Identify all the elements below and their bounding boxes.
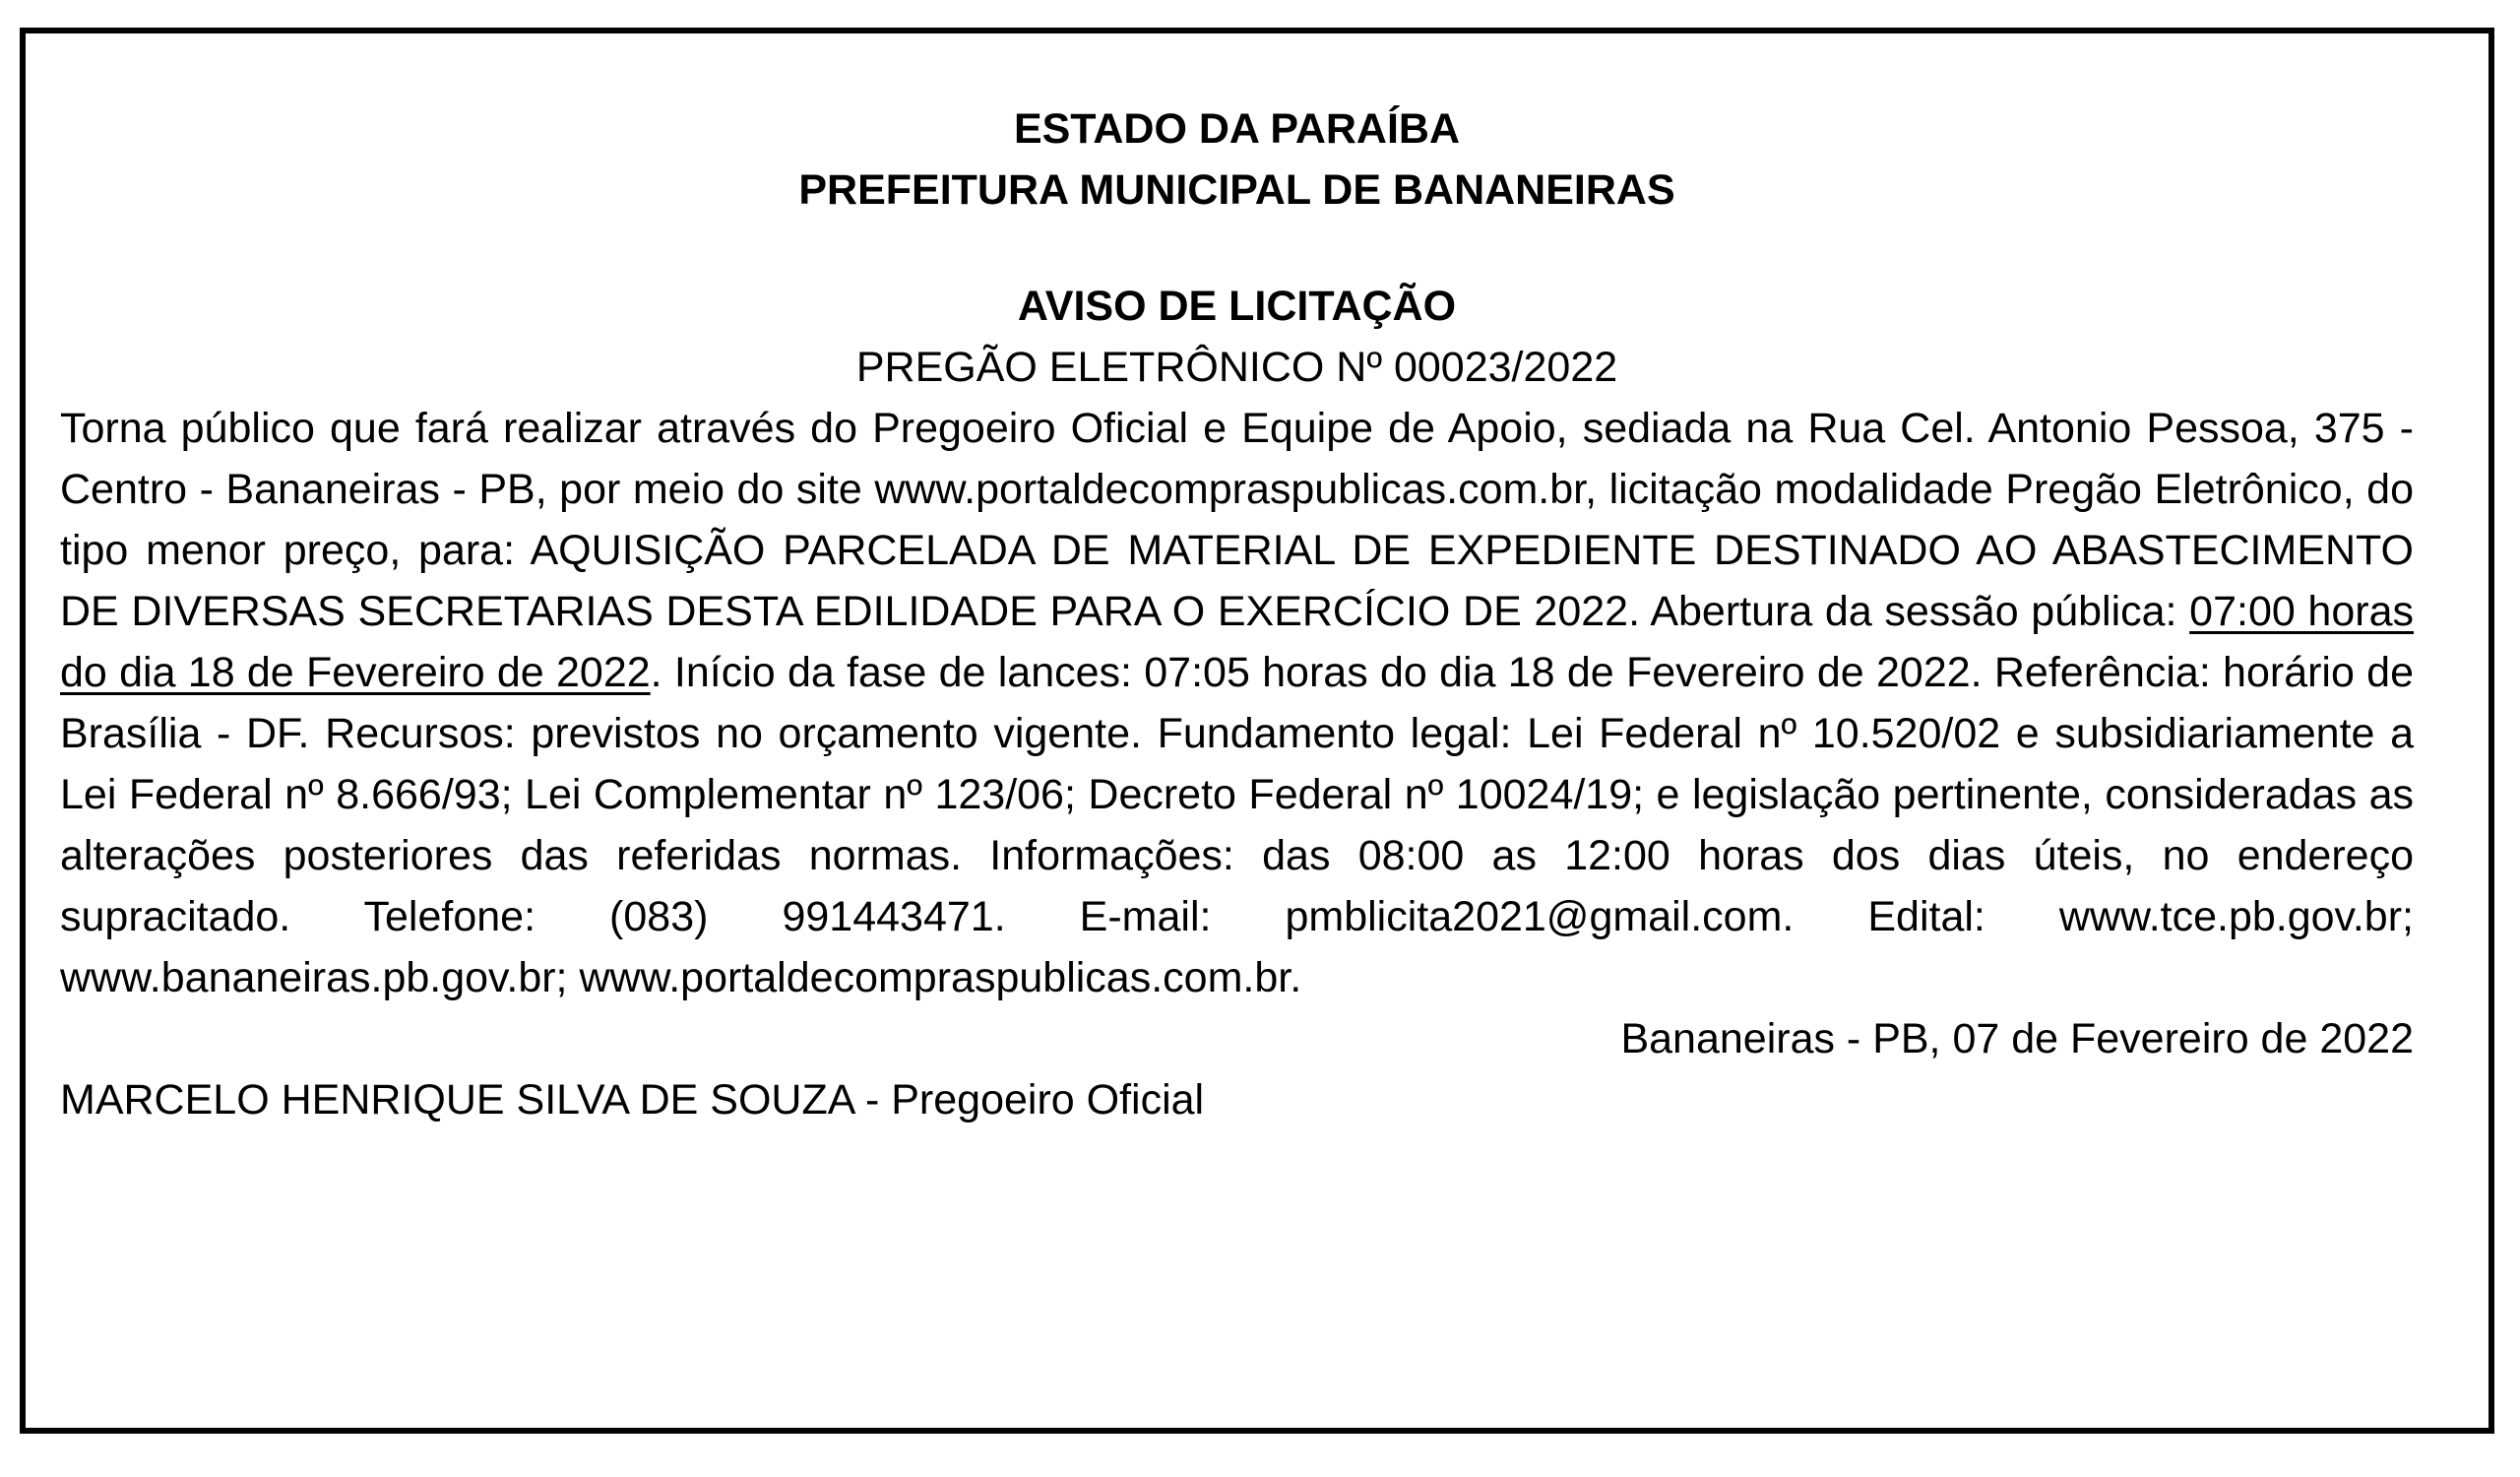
state-heading: ESTADO DA PARAÍBA bbox=[1013, 105, 1461, 153]
signature-line: MARCELO HENRIQUE SILVA DE SOUZA - Pregoeiro Oficial bbox=[60, 1076, 1205, 1124]
notice-body-part-2: . Início da fase de lances: 07:05 horas do dia 18 de Fevereiro de 2022. Referência: horário de Brasília - DF. Recursos: previstos no orçamento vigente. Fundamento legal: Lei Federal nº 10.520/02 e subsidiariamente a Lei Federal nº 8.666/93; Lei Complementar nº 123/06; Decreto Federal nº 10024/19; e legislação pertinente, consideradas as alterações posteriores das referidas normas. Informações: das 08:00 as 12:00 horas dos dias úteis, no endereço supracitado. Telefone: (083) 991443471. E-mail: pmblicita2021@gmail.com. Edital: www.tce.pb.gov.br; www.bananeiras.pb.gov.br; www.portaldecompraspublicas.com.br. bbox=[60, 649, 2415, 1001]
notice-body-part-1: Torna público que fará realizar através do Pregoeiro Oficial e Equipe de Apoio, sediada na Rua Cel. Antonio Pessoa, 375 - Centro - Bananeiras - PB, por meio do site www.portaldecompraspublicas.com.br, licitação modalidade Pregão Eletrônico, do tipo menor preço, para: AQUISIÇÃO PARCELADA DE MATERIAL DE EXPEDIENTE DESTINADO AO ABASTECIMENTO DE DIVERSAS SECRETARIAS DESTA EDILIDADE PARA O EXERCÍCIO DE 2022. Abertura da sessão pública: bbox=[60, 405, 2414, 635]
spacer bbox=[60, 221, 2414, 276]
notice-body bbox=[60, 398, 2414, 1008]
document-content bbox=[60, 98, 2414, 1130]
session-opening-datetime: 07:00 horas do dia 18 de Fevereiro de 2022 bbox=[60, 588, 2414, 696]
notice-title: AVISO DE LICITAÇÃO bbox=[1017, 283, 1457, 330]
city-hall-heading: PREFEITURA MUNICIPAL DE BANANEIRAS bbox=[798, 166, 1675, 214]
notice-subtitle: PREGÃO ELETRÔNICO Nº 00023/2022 bbox=[855, 344, 1618, 391]
place-date: Bananeiras - PB, 07 de Fevereiro de 2022 bbox=[1620, 1015, 2414, 1062]
